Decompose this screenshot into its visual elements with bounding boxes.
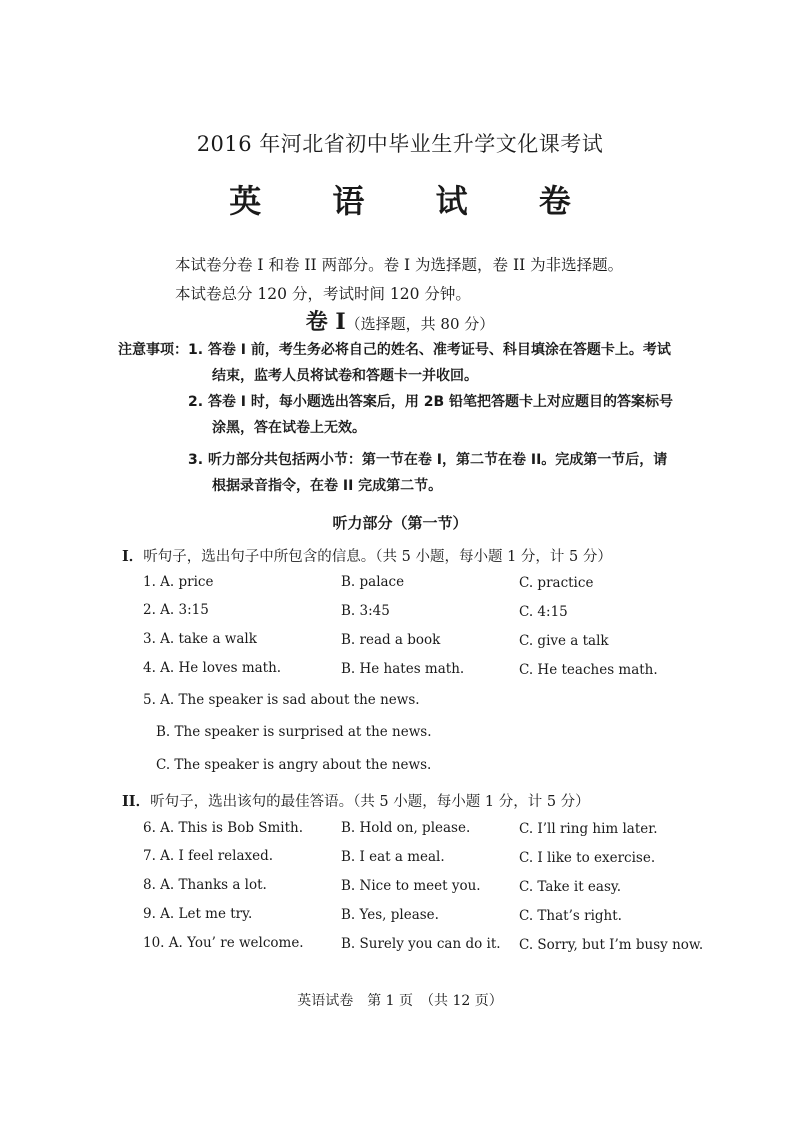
q10-option-b: B. Surely you can do it. — [341, 936, 501, 952]
note-item-2 — [188, 391, 673, 411]
part-one-heading — [0, 305, 800, 336]
part-one-subtitle: （选择题，共 80 分） — [345, 315, 495, 333]
q2-option-b: B. 3:45 — [341, 603, 390, 619]
question-group-2-heading — [122, 790, 590, 811]
notes-label: 注意事项： — [118, 342, 188, 358]
q6-option-b: B. Hold on, please. — [341, 820, 471, 836]
q3-option-a: 3. A. take a walk — [143, 631, 257, 647]
intro-line-1: 本试卷分卷 I 和卷 II 两部分。卷 I 为选择题，卷 II 为非选择题。 — [175, 256, 624, 274]
q7-option-a: 7. A. I feel relaxed. — [143, 848, 274, 864]
note-number: 1. — [188, 342, 204, 358]
roman-numeral: II． — [122, 793, 151, 810]
page-footer: 英语试卷 第 1 页 （共 12 页） — [297, 993, 503, 1009]
question-group-1-heading — [122, 545, 612, 566]
q3-option-c: C. give a talk — [519, 633, 609, 649]
q6-option-c: C. I’ll ring him later. — [519, 821, 658, 837]
q9-option-b: B. Yes, please. — [341, 907, 439, 923]
q9-option-c: C. That’s right. — [519, 908, 622, 924]
q6-option-a: 6. A. This is Bob Smith. — [143, 820, 304, 836]
note-item-3-cont: 根据录音指令，在卷 II 完成第二节。 — [212, 478, 443, 494]
q4-option-a: 4. A. He loves math. — [143, 660, 282, 676]
q5-option-c: C. The speaker is angry about the news. — [156, 757, 432, 773]
note-number: 2. — [188, 394, 204, 410]
q1-option-b: B. palace — [341, 574, 405, 590]
q10-option-a: 10. A. You’ re welcome. — [143, 935, 304, 951]
instruction-text: 听句子，选出该句的最佳答语。（共 5 小题，每小题 1 分，计 5 分） — [150, 794, 590, 810]
note-text: 答卷 I 时，每小题选出答案后，用 2B 铅笔把答题卡上对应题目的答案标号 — [207, 394, 674, 410]
q8-option-a: 8. A. Thanks a lot. — [143, 877, 267, 893]
note-text: 答卷 I 前，考生务必将自己的姓名、准考证号、科目填涂在答题卡上。考试 — [207, 342, 671, 358]
exam-title: 2016 年河北省初中毕业生升学文化课考试 — [196, 132, 604, 156]
q7-option-b: B. I eat a meal. — [341, 849, 445, 865]
note-item-1-cont: 结束，监考人员将试卷和答题卡一并收回。 — [212, 368, 478, 384]
q4-option-c: C. He teaches math. — [519, 662, 658, 678]
note-item-1 — [188, 339, 671, 359]
note-item-3 — [188, 449, 667, 469]
q2-option-a: 2. A. 3:15 — [143, 602, 209, 618]
q9-option-a: 9. A. Let me try. — [143, 906, 253, 922]
q5-option-b: B. The speaker is surprised at the news. — [156, 724, 432, 740]
q10-option-c: C. Sorry, but I’m busy now. — [519, 937, 704, 953]
instruction-text: 听句子，选出句子中所包含的信息。（共 5 小题，每小题 1 分，计 5 分） — [143, 549, 612, 565]
note-number: 3. — [188, 452, 204, 468]
intro-line-2: 本试卷总分 120 分，考试时间 120 分钟。 — [175, 285, 471, 303]
q4-option-b: B. He hates math. — [341, 661, 465, 677]
q2-option-c: C. 4:15 — [519, 604, 568, 620]
subject-title: 英 语 试 卷 — [229, 182, 601, 220]
listening-section-title: 听力部分（第一节） — [332, 514, 468, 532]
q1-option-a: 1. A. price — [143, 574, 214, 590]
q7-option-c: C. I like to exercise. — [519, 850, 656, 866]
note-item-2-cont: 涂黑，答在试卷上无效。 — [212, 420, 366, 436]
q8-option-c: C. Take it easy. — [519, 879, 622, 895]
q5-option-a: 5. A. The speaker is sad about the news. — [143, 692, 420, 708]
note-text: 听力部分共包括两小节：第一节在卷 I，第二节在卷 II。完成第一节后，请 — [207, 452, 668, 468]
q3-option-b: B. read a book — [341, 632, 441, 648]
roman-numeral: I． — [122, 548, 144, 565]
q8-option-b: B. Nice to meet you. — [341, 878, 481, 894]
part-one-title: 卷 I — [305, 309, 346, 335]
q1-option-c: C. practice — [519, 575, 594, 591]
